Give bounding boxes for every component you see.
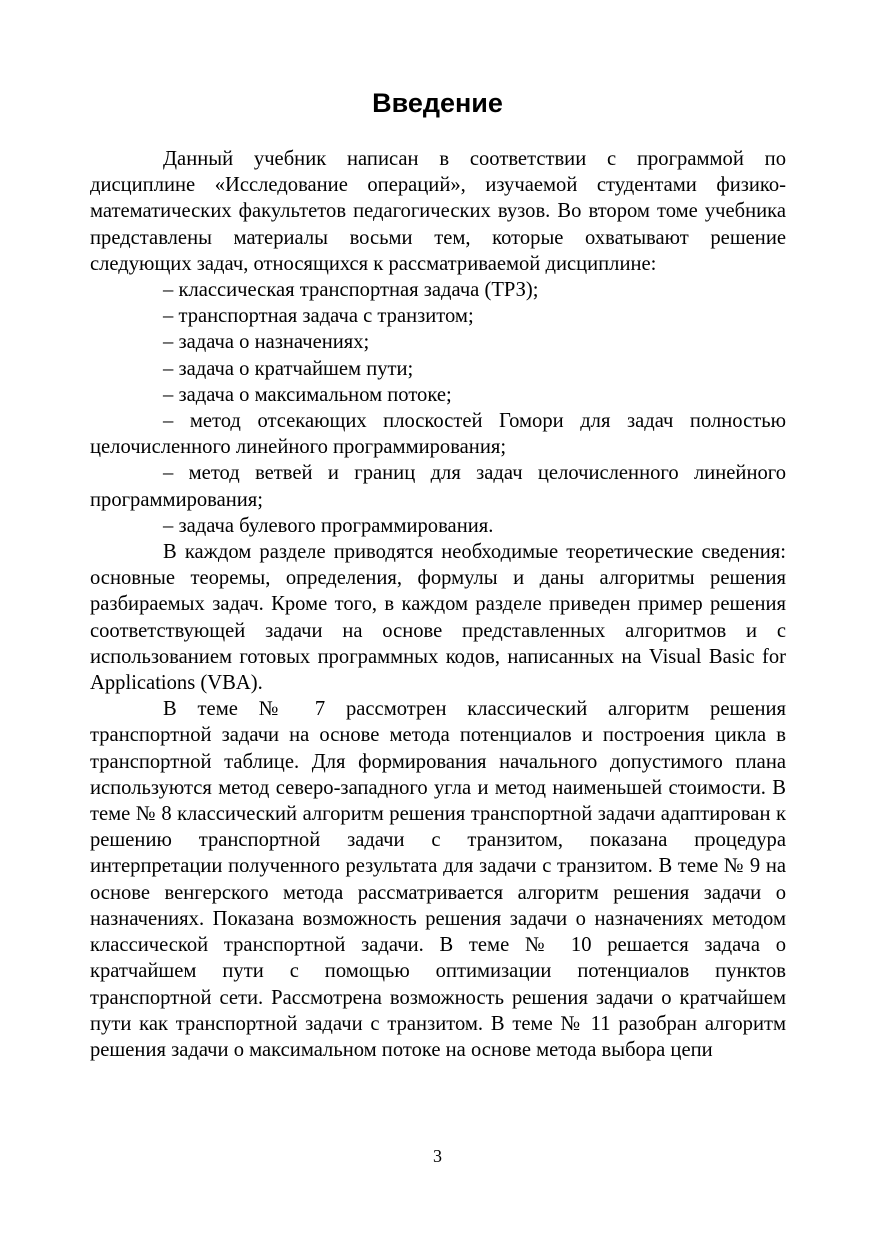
topic-item: – транспортная задача с транзитом; (163, 305, 474, 328)
sections-paragraph: В каждом разделе приводятся необходимые теоретические сведения: основные теоремы, определения, формулы и даны алгоритмы решения разбираемых задач. Кроме того, в каждом разделе приведен пример решения соответствующей задачи на основе представленных алгоритмов и с использованием готовых программных кодов, написанных на Visual Basic for Applications (VBA). (90, 541, 786, 695)
topic-item: – задача о кратчайшем пути; (163, 357, 414, 380)
topic-item: – задача о максимальном потоке; (163, 383, 452, 406)
themes-paragraph: В теме № 7 рассмотрен классический алгоритм решения транспортной задачи на основе метода потенциалов и построения цикла в транспортной таблице. Для формирования начального допустимого плана используются метод северо-западного угла и метод наименьшей стоимости. В теме № 8 классический алгоритм решения транспортной задачи адаптирован к решению транспортной задачи с транзитом, показана процедура интерпретации полученного результата для задачи с транзитом. В теме № 9 на основе венгерского метода рассматривается алгоритм решения задачи о назначениях. Показана возможность решения задачи о назначениях методом классической транспортной задачи. В теме № 10 решается задача о кратчайшем пути с помощью оптимизации потенциалов пунктов транспортной сети. Рассмотрена возможность решения задачи о кратчайшем пути как транспортной задачи с транзитом. В теме № 11 разобран алгоритм решения задачи о максимальном потоке на основе метода выбора цепи (90, 698, 786, 1061)
page-title: Введение (372, 88, 503, 118)
topic-item: – задача о назначениях; (163, 331, 370, 354)
topic-item: – классическая транспортная задача (ТРЗ); (163, 279, 539, 302)
topic-item: – задача булевого программирования. (163, 514, 494, 537)
topic-item: – метод ветвей и границ для задач целочисленного линейного программирования; (90, 462, 786, 511)
page-body (90, 146, 786, 1063)
topic-item: – метод отсекающих плоскостей Гомори для задач полностью целочисленного линейного программирования; (90, 410, 786, 459)
page-number: 3 (433, 1146, 442, 1166)
intro-paragraph: Данный учебник написан в соответствии с программой по дисциплине «Исследование операций», изучаемой студентами физико-математических факультетов педагогических вузов. Во втором томе учебника представлены материалы восьми тем, которые охватывают решение следующих задач, относящихся к рассматриваемой дисциплине: (90, 148, 786, 275)
